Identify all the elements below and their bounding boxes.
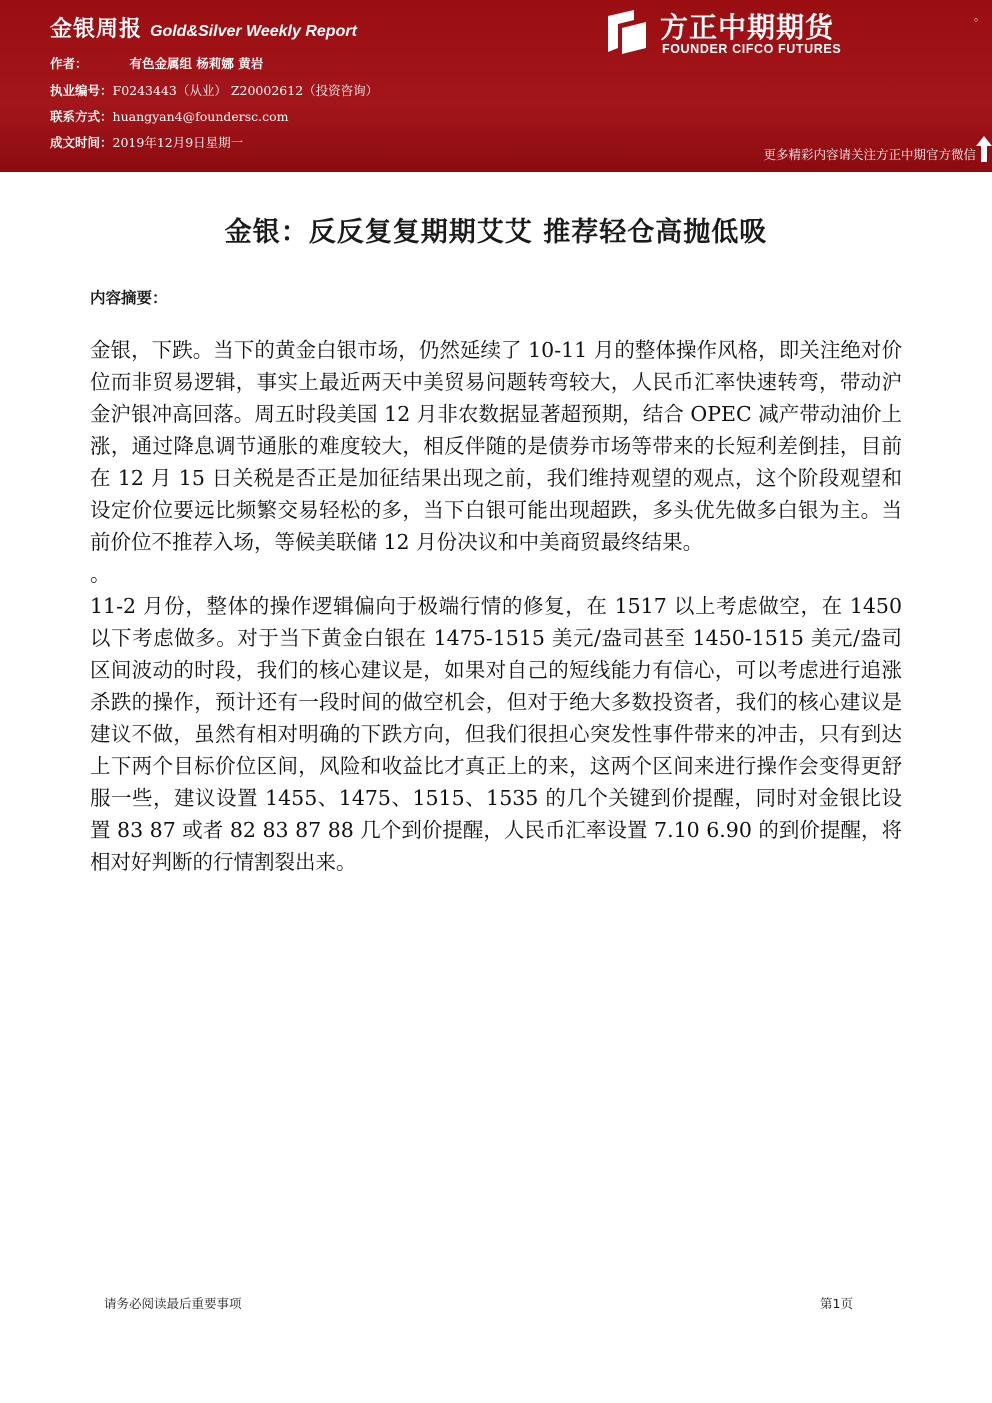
date-value: 2019年12月9日星期一: [112, 135, 244, 150]
logo-name-en: FOUNDER CIFCO FUTURES: [662, 42, 842, 56]
license-value: F0243443（从业） Z20002612（投资咨询）: [112, 83, 379, 98]
report-title-en: Gold&Silver Weekly Report: [150, 23, 357, 40]
license-label: 执业编号：: [50, 83, 113, 98]
author-value: 有色金属组 杨莉娜 黄岩: [129, 56, 264, 71]
date-label: 成文时间：: [50, 135, 113, 150]
report-title: [50, 12, 357, 43]
report-title-cn: 金银周报: [50, 17, 143, 42]
report-header: [0, 0, 992, 172]
document-title: 金银：反反复复期期艾艾 推荐轻仓高抛低吸: [224, 217, 768, 248]
page-number: 第1页: [820, 1296, 853, 1311]
contact-value[interactable]: huangyan4@foundersc.com: [112, 109, 289, 124]
wechat-note[interactable]: 更多精彩内容请关注方正中期官方微信: [763, 147, 976, 162]
author-row: [50, 54, 263, 72]
paragraph: 。: [90, 562, 111, 586]
footer-notice: 请务必阅读最后重要事项: [104, 1296, 242, 1311]
up-arrow-icon: [976, 136, 992, 162]
logo-name-cn: 方正中期期货: [660, 11, 835, 44]
date-row: [50, 133, 243, 151]
author-label: 作者：: [50, 56, 88, 71]
license-row: [50, 81, 378, 99]
company-logo: [604, 8, 864, 58]
paragraph: 金银，下跌。当下的黄金白银市场，仍然延续了 10-11 月的整体操作风格，即关注绝对价位而非贸易逻辑，事实上最近两天中美贸易问题转弯较大，人民币汇率快速转弯，带动沪金沪银冲高回落。周五时段美国 12 月非农数据显著超预期，结合 OPEC 减产带动油价上涨，通过降息调节通胀的难度较大，相反伴随的是债券市场等带来的长短利差倒挂，目前在 12 月 15 日关税是否正是加征结果出现之前，我们维持观望的观点，这个阶段观望和设定价位要远比频繁交易轻松的多，当下白银可能出现超跌，多头优先做多白银为主。当前价位不推荐入场，等候美联储 12 月份决议和中美商贸最终结果。: [90, 338, 902, 554]
paragraph: 11-2 月份，整体的操作逻辑偏向于极端行情的修复，在 1517 以上考虑做空，在 1450 以下考虑做多。对于当下黄金白银在 1475-1515 美元/盎司甚至 1450-1515 美元/盎司区间波动的时段，我们的核心建议是，如果对自己的短线能力有信心，可以考虑进行追涨杀跌的操作，预计还有一段时间的做空机会，但对于绝大多数投资者，我们的核心建议是建议不做，虽然有相对明确的下跌方向，但我们很担心突发性事件带来的冲击，只有到达上下两个目标价位区间，风险和收益比才真正上的来，这两个区间来进行操作会变得更舒服一些，建议设置 1455、1475、1515、1535 的几个关键到价提醒，同时对金银比设置 83 87 或者 82 83 87 88 几个到价提醒，人民币汇率设置 7.10 6.90 的到价提醒，将相对好判断的行情割裂出来。: [90, 594, 902, 874]
corner-mark: 。: [974, 10, 985, 23]
abstract-body: [90, 334, 902, 878]
founder-logo-icon: [604, 8, 650, 54]
contact-label: 联系方式：: [50, 109, 113, 124]
abstract-label: 内容摘要：: [90, 289, 168, 307]
contact-row: [50, 107, 289, 125]
